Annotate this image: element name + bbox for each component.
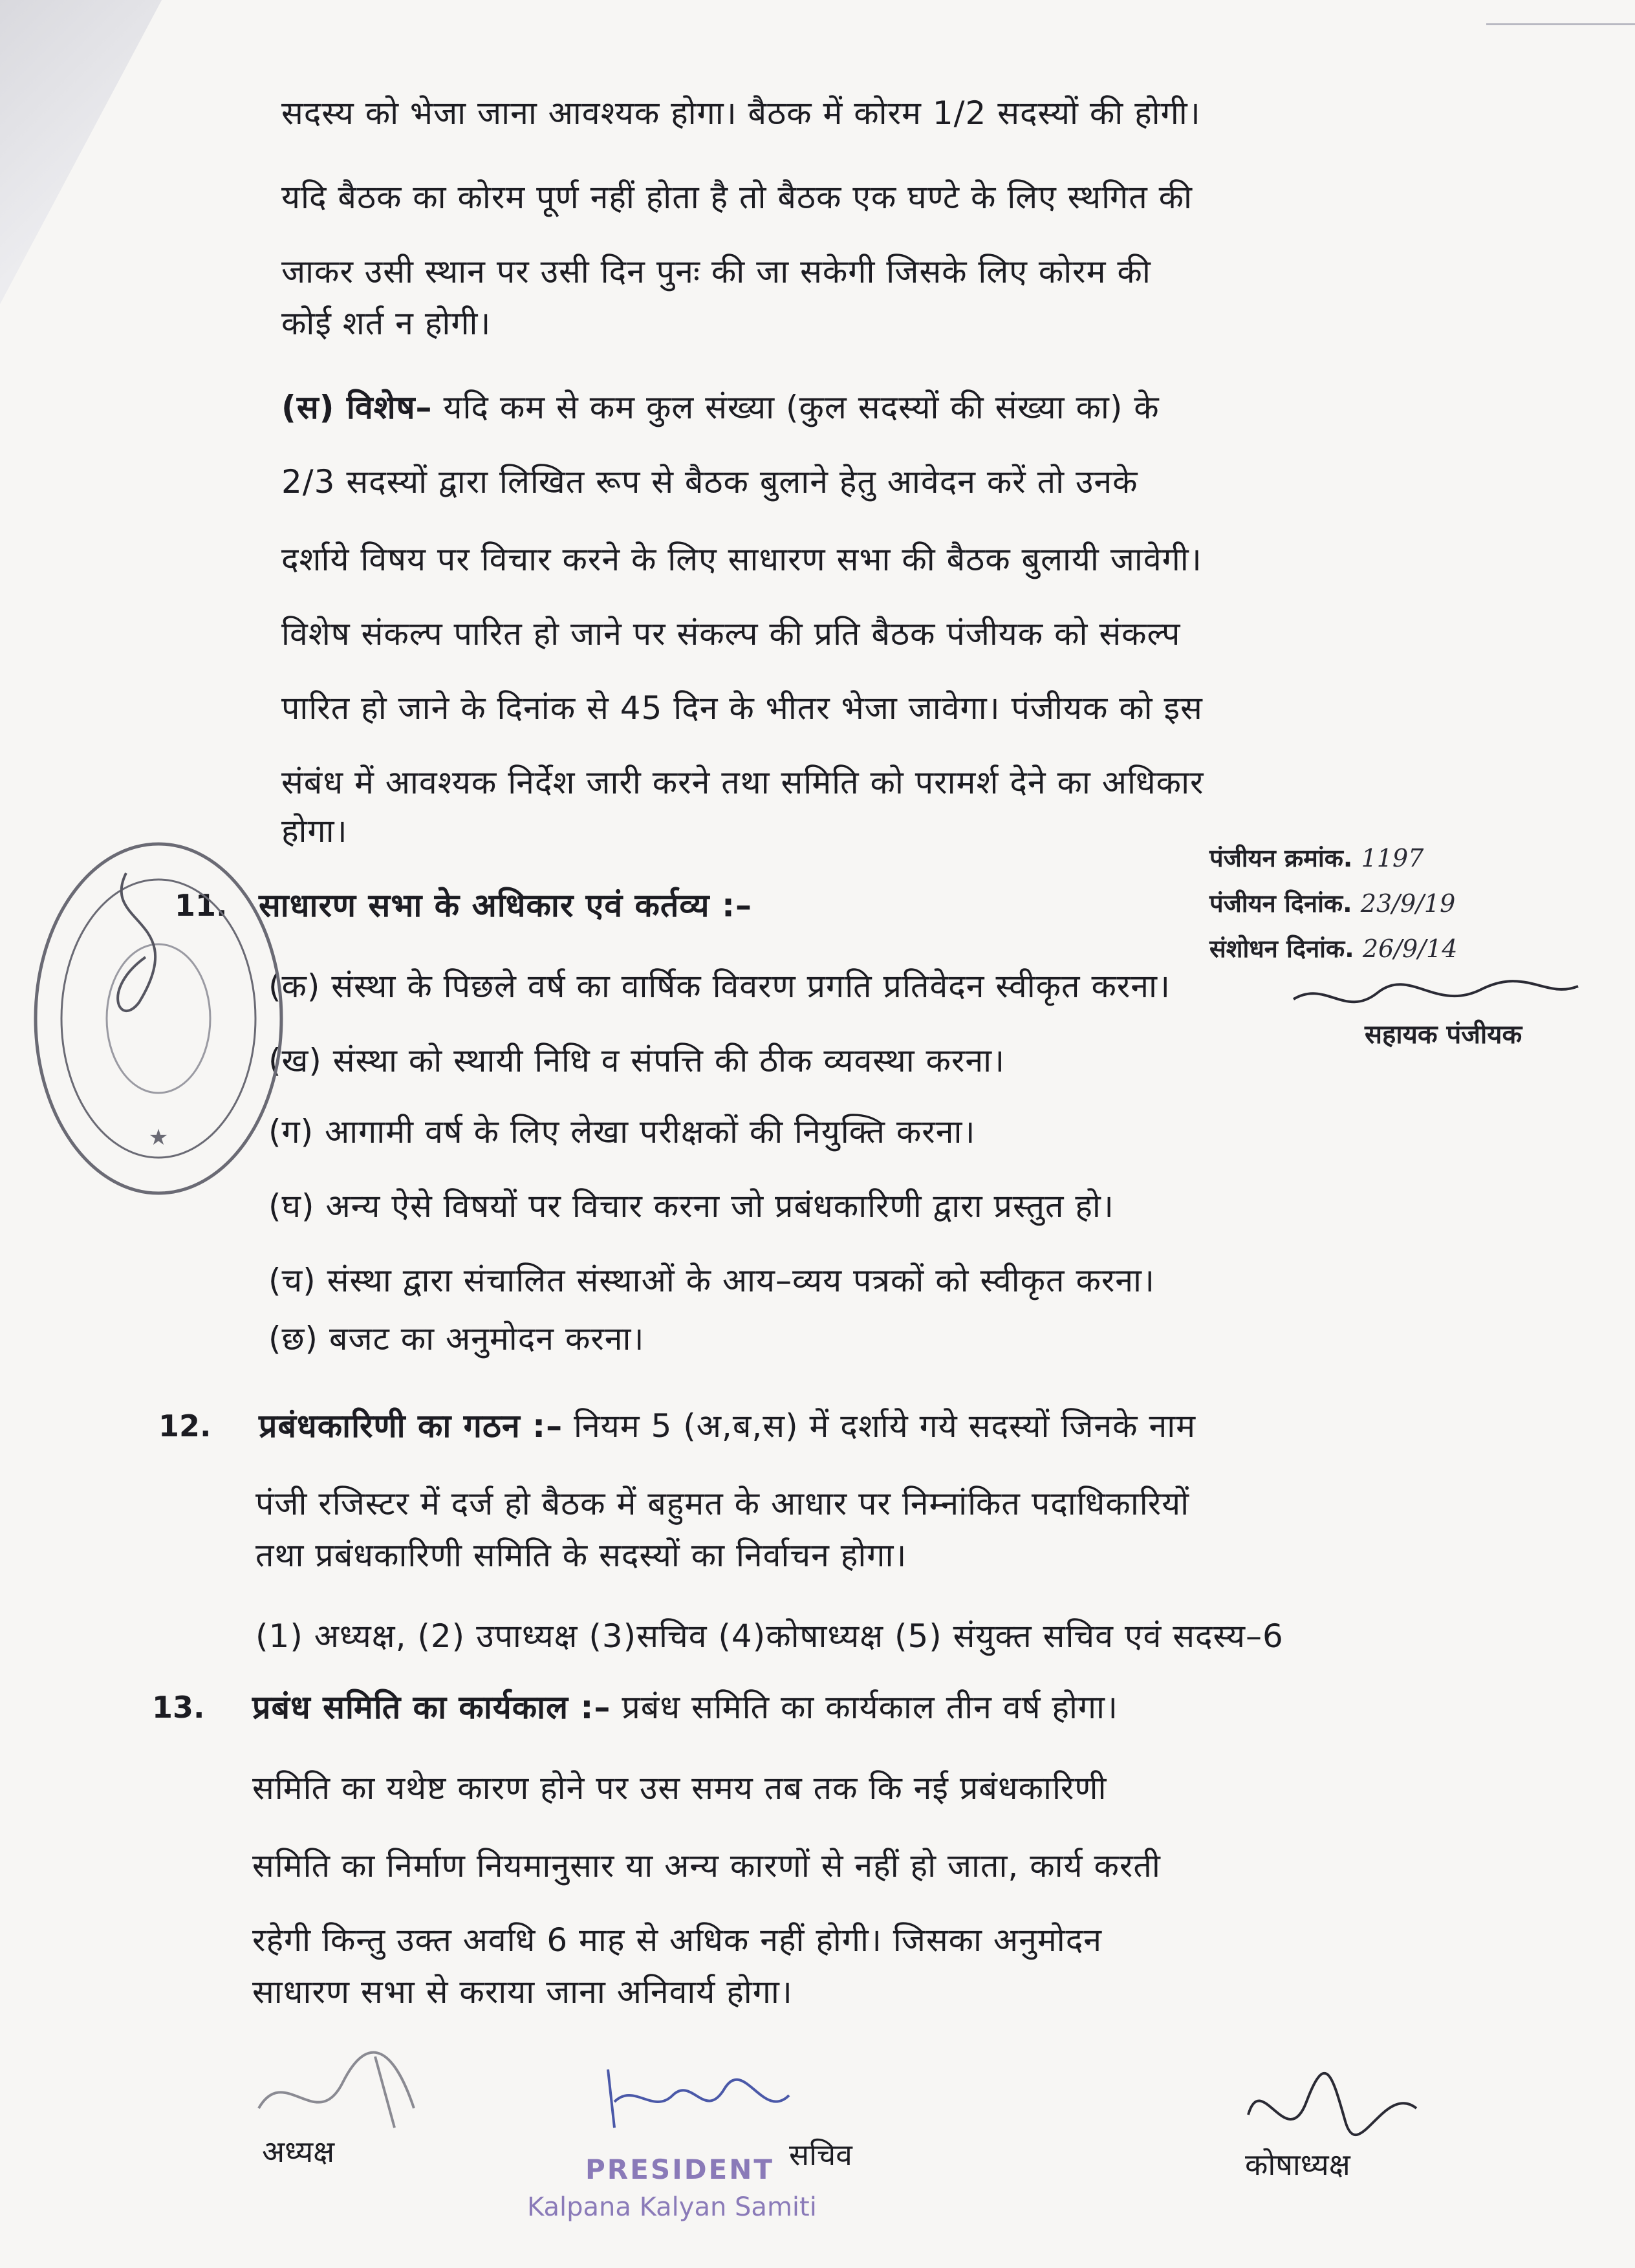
text-line: रहेगी किन्तु उक्त अवधि 6 माह से अधिक नहीं होगी। जिसका अनुमोदन bbox=[252, 1921, 1102, 1959]
text-line: जाकर उसी स्थान पर उसी दिन पुनः की जा सकेगी जिसके लिए कोरम की bbox=[281, 253, 1151, 290]
reg-number-label: पंजीयन क्रमांक bbox=[1209, 844, 1343, 872]
section-number: 11. bbox=[175, 888, 228, 923]
svg-text:★: ★ bbox=[148, 1125, 169, 1150]
treasurer-label: कोषाध्यक्ष bbox=[1245, 2147, 1350, 2182]
text-line: दर्शाये विषय पर विचार करने के लिए साधारण सभा की बैठक बुलायी जावेगी। bbox=[281, 541, 1202, 578]
president-stamp-title: PRESIDENT bbox=[585, 2154, 775, 2185]
president-stamp-org: Kalpana Kalyan Samiti bbox=[527, 2192, 817, 2222]
text-line: यदि बैठक का कोरम पूर्ण नहीं होता है तो बैठक एक घण्टे के लिए स्थगित की bbox=[281, 178, 1193, 216]
text-line: तथा प्रबंधकारिणी समिति के सदस्यों का निर्वाचन होगा। bbox=[255, 1537, 907, 1574]
office-seal bbox=[29, 834, 288, 1203]
amend-date-value: 26/9/14 bbox=[1362, 934, 1458, 963]
registration-stamp: पंजीयन क्रमांक. 1197 पंजीयन दिनांक. 23/9/19 संशोधन दिनांक. 26/9/14 सहायक पंजीयक bbox=[1209, 841, 1597, 1054]
secretary-signature bbox=[595, 2057, 802, 2147]
text-line: विशेष संकल्प पारित हो जाने पर संकल्प की प्रति बैठक पंजीयक को संकल्प bbox=[281, 615, 1181, 653]
list-item: (क) संस्था के पिछले वर्ष का वार्षिक विवरण प्रगति प्रतिवेदन स्वीकृत करना। bbox=[268, 967, 1171, 1005]
text-line: समिति का यथेष्ट कारण होने पर उस समय तब तक कि नई प्रबंधकारिणी bbox=[252, 1769, 1107, 1807]
list-item: (ग) आगामी वर्ष के लिए लेखा परीक्षकों की नियुक्ति करना। bbox=[268, 1113, 976, 1150]
text-line: संबंध में आवश्यक निर्देश जारी करने तथा समिति को परामर्श देने का अधिकार bbox=[281, 764, 1204, 801]
list-item: (ख) संस्था को स्थायी निधि व संपत्ति की ठीक व्यवस्था करना। bbox=[268, 1042, 1006, 1079]
section-number: 12. bbox=[158, 1409, 211, 1443]
president-label: अध्यक्ष bbox=[262, 2134, 335, 2169]
reg-date-label: पंजीयन दिनांक bbox=[1209, 889, 1343, 918]
text-line: (1) अध्यक्ष, (2) उपाध्यक्ष (3)सचिव (4)कोषाध्यक्ष (5) संयुक्त सचिव एवं सदस्य–6 bbox=[255, 1617, 1284, 1655]
text-line: समिति का निर्माण नियमानुसार या अन्य कारणों से नहीं हो जाता, कार्य करती bbox=[252, 1847, 1161, 1885]
section-number: 13. bbox=[152, 1690, 205, 1725]
text-line: कोई शर्त न होगी। bbox=[281, 305, 492, 342]
reg-number-value: 1197 bbox=[1361, 844, 1424, 872]
section-heading: प्रबंध समिति का कार्यकाल :– bbox=[252, 1689, 611, 1726]
text-line: प्रबंध समिति का कार्यकाल तीन वर्ष होगा। bbox=[622, 1689, 1118, 1726]
reg-date-value: 23/9/19 bbox=[1360, 889, 1456, 918]
page-edge bbox=[1486, 0, 1635, 25]
secretary-label: सचिव bbox=[789, 2137, 852, 2172]
list-item: (च) संस्था द्वारा संचालित संस्थाओं के आय–व्यय पत्रकों को स्वीकृत करना। bbox=[268, 1262, 1155, 1299]
amend-date-label: संशोधन दिनांक bbox=[1209, 934, 1345, 963]
special-heading: (स) विशेष– bbox=[281, 389, 433, 426]
officer-title: सहायक पंजीयक bbox=[1365, 1020, 1522, 1050]
text-line: यदि कम से कम कुल संख्या (कुल सदस्यों की संख्या का) के bbox=[443, 389, 1160, 426]
text-line: 2/3 सदस्यों द्वारा लिखित रूप से बैठक बुलाने हेतु आवेदन करें तो उनके bbox=[281, 463, 1138, 501]
president-signature bbox=[246, 2037, 517, 2141]
text-line: सदस्य को भेजा जाना आवश्यक होगा। बैठक में कोरम 1/2 सदस्यों की होगी। bbox=[281, 94, 1201, 132]
text-line: होगा। bbox=[281, 812, 348, 850]
section-heading: साधारण सभा के अधिकार एवं कर्तव्य :– bbox=[259, 887, 752, 924]
text-line: पारित हो जाने के दिनांक से 45 दिन के भीतर भेजा जावेगा। पंजीयक को इस bbox=[281, 689, 1203, 727]
text-line: पंजी रजिस्टर में दर्ज हो बैठक में बहुमत के आधार पर निम्नांकित पदाधिकारियों bbox=[255, 1485, 1190, 1522]
text-line: साधारण सभा से कराया जाना अनिवार्य होगा। bbox=[252, 1973, 793, 2011]
list-item: (घ) अन्य ऐसे विषयों पर विचार करना जो प्रबंधकारिणी द्वारा प्रस्तुत हो। bbox=[268, 1187, 1114, 1225]
list-item: (छ) बजट का अनुमोदन करना। bbox=[268, 1320, 645, 1357]
section-heading: प्रबंधकारिणी का गठन :– bbox=[259, 1407, 563, 1445]
seal-graphic bbox=[29, 834, 288, 1203]
text-line: नियम 5 (अ,ब,स) में दर्शाये गये सदस्यों जिनके नाम bbox=[574, 1407, 1196, 1445]
